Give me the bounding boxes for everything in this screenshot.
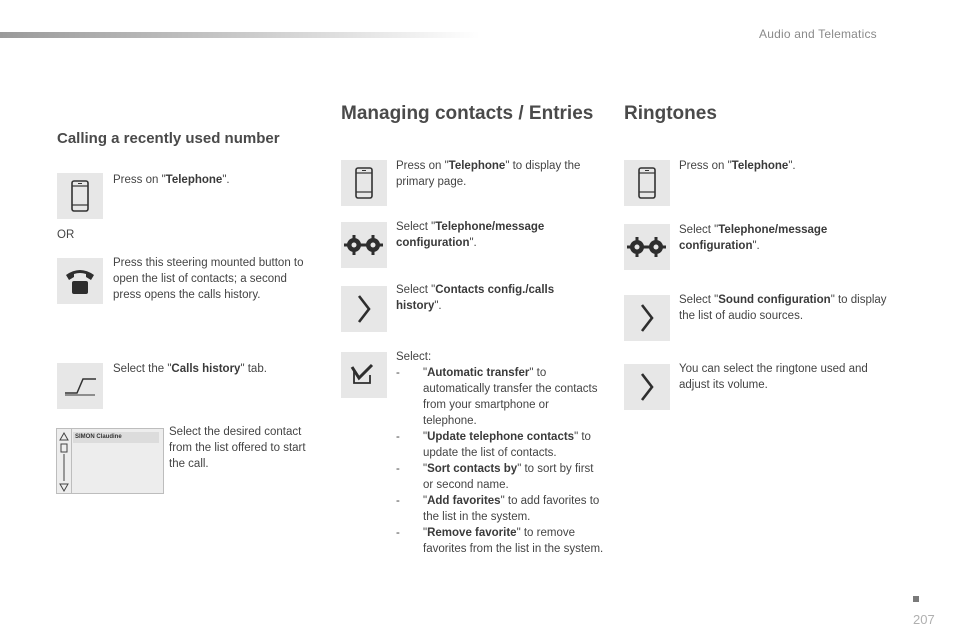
tab-icon <box>57 363 103 409</box>
calls-history-text: Select the "Calls history" tab. <box>113 363 267 375</box>
telephone-handset-icon <box>57 258 103 304</box>
options-list <box>396 365 604 557</box>
smartphone-icon <box>624 160 670 206</box>
chevron-right-icon <box>341 286 387 332</box>
select-contact-text: Select the desired contact from the list offered to start the call. <box>169 426 306 470</box>
smartphone-icon <box>57 173 103 219</box>
select-label: Select: <box>396 351 432 363</box>
chevron-right-icon <box>624 295 670 341</box>
chevron-right-icon <box>624 364 670 410</box>
select-contacts-config-text: Select "Contacts config./calls history". <box>396 284 555 312</box>
option-automatic-transfer: - "Automatic transfer" to automatically transfer the contacts from your smartphone or telephone. <box>396 367 598 427</box>
press-telephone-primary-text: Press on "Telephone" to display the primary page. <box>396 160 581 188</box>
option-remove-favorite: - "Remove favorite" to remove favorites from the list in the system. <box>396 527 604 555</box>
ringtone-volume-text: You can select the ringtone used and adjust its volume. <box>679 363 868 391</box>
steering-button-text: Press this steering mounted button to open the list of contacts; a second press opens the calls history. <box>113 257 304 301</box>
section-title: Audio and Telematics <box>759 27 877 41</box>
option-sort-contacts: - "Sort contacts by" to sort by first or second name. <box>396 463 594 491</box>
screen-scroll-column <box>57 429 72 493</box>
header-gradient-bar <box>0 32 480 38</box>
ringtones-heading: Ringtones <box>624 103 717 124</box>
contact-list-screen <box>56 428 164 494</box>
managing-contacts-heading: Managing contacts / Entries <box>341 103 594 124</box>
page-marker <box>913 596 919 602</box>
page-number: 207 <box>913 612 935 627</box>
gears-icon <box>624 224 670 270</box>
option-add-favorites: - "Add favorites" to add favorites to the list in the system. <box>396 495 600 523</box>
select-options-block <box>396 349 604 557</box>
calling-recent-heading: Calling a recently used number <box>57 130 280 147</box>
contact-row: SIMON Claudine <box>73 432 159 443</box>
or-label: OR <box>57 229 75 241</box>
select-sound-config-text: Select "Sound configuration" to display the list of audio sources. <box>679 294 887 322</box>
press-telephone-ringtones-text: Press on "Telephone". <box>679 160 796 172</box>
checkbox-icon <box>341 352 387 398</box>
smartphone-icon <box>341 160 387 206</box>
option-update-contacts: - "Update telephone contacts" to update the list of contacts. <box>396 431 591 459</box>
press-telephone-text: Press on "Telephone". <box>113 174 230 186</box>
select-telephone-config-text: Select "Telephone/message configuration". <box>396 221 545 249</box>
select-telephone-config-ringtones-text: Select "Telephone/message configuration". <box>679 224 828 252</box>
gears-icon <box>341 222 387 268</box>
